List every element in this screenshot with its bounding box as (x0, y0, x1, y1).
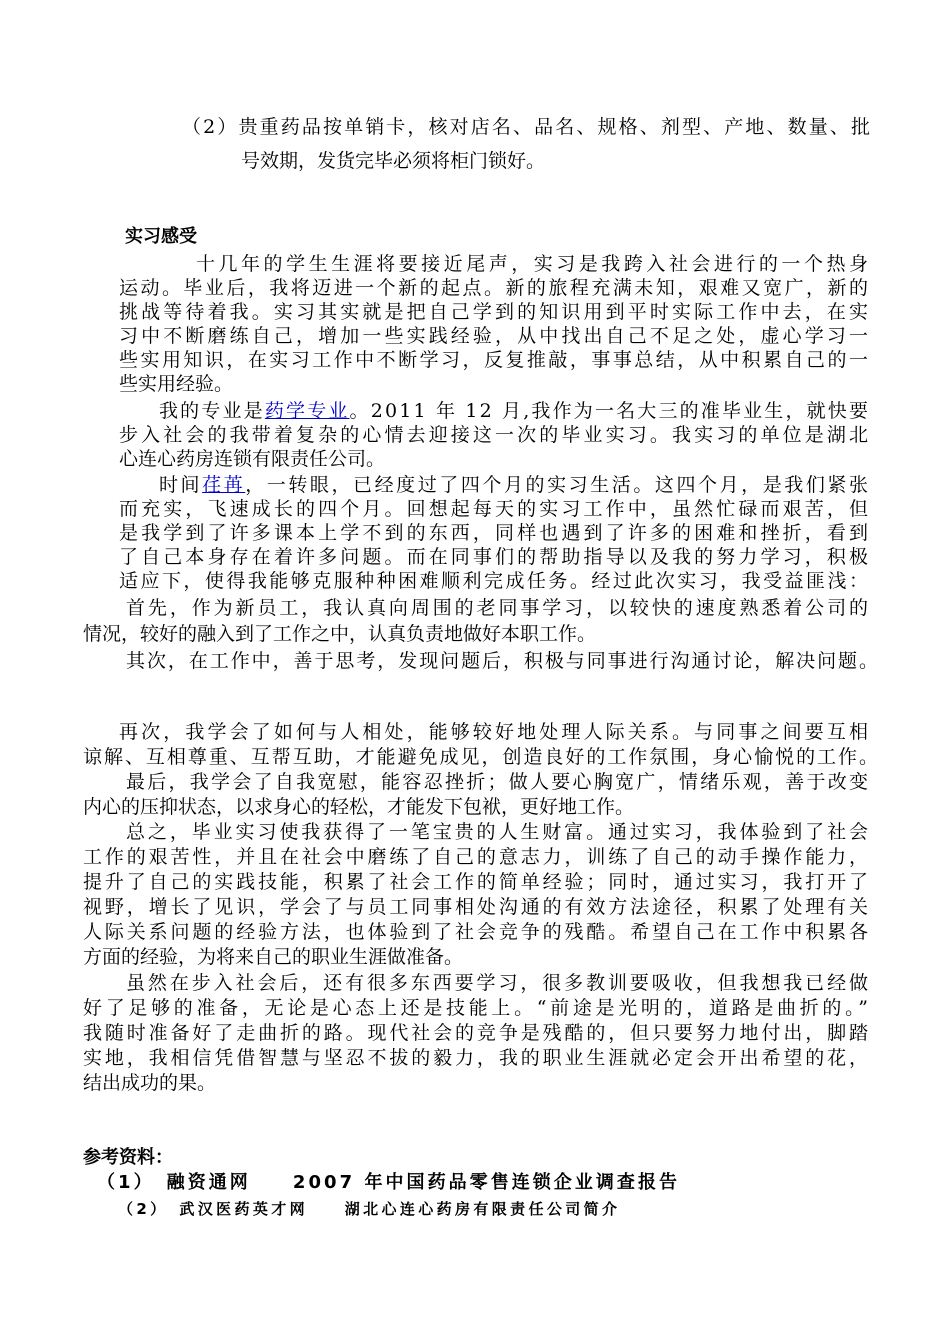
paragraph-line: 十几年的学生生涯将要接近尾声，实习是我跨入社会进行的一个热身 (196, 253, 872, 275)
paragraph-line: 视野，增长了见识，学会了与员工同事相处沟通的有效方法途径，积累了处理有关 (83, 896, 871, 918)
paragraph-line: 心连心药房连锁有限责任公司。 (119, 448, 386, 470)
paragraph-line: 了自己本身存在着许多问题。而在同事们的帮助指导以及我的努力学习，积极 (119, 546, 872, 568)
paragraph-line: 方面的经验，为将来自己的职业生涯做准备。 (83, 946, 464, 968)
text-segment: ，一转眼，已经度过了四个月的实习生活。这四个月，是我们紧张 (245, 474, 871, 496)
references-title: 参考资料： (83, 1147, 173, 1168)
paragraph-line: 工作的艰苦性，并且在社会中磨练了自己的意志力，训练了自己的动手操作能力， (83, 846, 871, 868)
list-item-2-line2: 号效期，发货完毕必须将柜门锁好。 (241, 150, 546, 172)
paragraph-line: 我随时准备好了走曲折的路。现代社会的竞争是残酷的，但只要努力地付出，脚踏 (83, 1022, 871, 1044)
list-item-2-line1: （2）贵重药品按单销卡，核对店名、品名、规格、剂型、产地、数量、批 (182, 116, 873, 138)
renran-link[interactable]: 荏苒 (202, 474, 246, 496)
text-segment: 时间 (159, 474, 203, 496)
paragraph-line: 挑战等待着我。实习其实就是把自己学到的知识用到平时实际工作中去，在实 (119, 301, 872, 323)
text-segment: 。2011 年 12 月,我作为一名大三的准毕业生，就快要 (349, 400, 871, 422)
reference-item-1: （1） 融资通网 2007 年中国药品零售连锁企业调查报告 (97, 1172, 681, 1193)
paragraph-line: 谅解、互相尊重、互帮互助，才能避免成见，创造良好的工作氛围，身心愉悦的工作。 (83, 746, 880, 768)
paragraph-line: 其次，在工作中，善于思考，发现问题后，积极与同事进行沟通讨论，解决问题。 (126, 650, 880, 672)
paragraph-line (159, 400, 870, 422)
paragraph-line: 最后，我学会了自我宽慰，能容忍挫折；做人要心胸宽广，情绪乐观，善于改变 (126, 771, 871, 793)
paragraph-line: 实地，我相信凭借智慧与坚忍不拔的毅力，我的职业生涯就必定会开出希望的花， (83, 1047, 871, 1069)
paragraph-line: 总之，毕业实习使我获得了一笔宝贵的人生财富。通过实习，我体验到了社会 (126, 821, 871, 843)
major-link[interactable]: 药学专业 (264, 400, 350, 422)
paragraph-line: 些实用知识，在实习工作中不断学习，反复推敲，事事总结，从中积累自己的一 (119, 349, 871, 371)
paragraph-line (159, 474, 871, 496)
section-heading: 实习感受 (125, 226, 197, 247)
paragraph-line: 内心的压抑状态，以求身心的轻松，才能发下包袱，更好地工作。 (83, 796, 635, 818)
paragraph-line: 步入社会的我带着复杂的心情去迎接这一次的毕业实习。我实习的单位是湖北 (119, 424, 872, 446)
paragraph-line: 虽然在步入社会后，还有很多东西要学习，很多教训要吸收，但我想我已经做 (126, 972, 871, 994)
paragraph-line: 情况，较好的融入到了工作之中，认真负责地做好本职工作。 (83, 623, 597, 645)
paragraph-line: 习中不断磨练自己，增加一些实践经验，从中找出自己不足之处，虚心学习一 (119, 325, 872, 347)
paragraph-line: 些实用经验。 (119, 373, 234, 395)
paragraph-line: 首先，作为新员工，我认真向周围的老同事学习，以较快的速度熟悉着公司的 (126, 597, 871, 619)
paragraph-line: 是我学到了许多课本上学不到的东西，同样也遇到了许多的困难和挫折，看到 (119, 522, 872, 544)
paragraph-line: 结出成功的果。 (83, 1072, 217, 1094)
paragraph-line: 运动。毕业后，我将迈进一个新的起点。新的旅程充满未知，艰难又宽广，新的 (119, 277, 871, 299)
paragraph-line: 好了足够的准备，无论是心态上还是技能上。“前途是光明的，道路是曲折的。” (83, 997, 872, 1019)
paragraph-line: 提升了自己的实践技能，积累了社会工作的简单经验；同时，通过实习，我打开了 (83, 871, 871, 893)
text-segment: 我的专业是 (159, 400, 265, 422)
paragraph-line: 适应下，使得我能够克服种种困难顺利完成任务。经过此次实习，我受益匪浅： (119, 570, 871, 592)
paragraph-line: 而充实，飞速成长的四个月。回想起每天的实习工作中，虽然忙碌而艰苦，但 (119, 498, 872, 520)
paragraph-line: 再次，我学会了如何与人相处，能够较好地处理人际关系。与同事之间要互相 (119, 721, 872, 743)
reference-item-2: （2） 武汉医药英才网 湖北心连心药房有限责任公司简介 (118, 1200, 621, 1218)
paragraph-line: 人际关系问题的经验方法，也体验到了社会竞争的残酷。希望自己在工作中积累各 (83, 921, 871, 943)
